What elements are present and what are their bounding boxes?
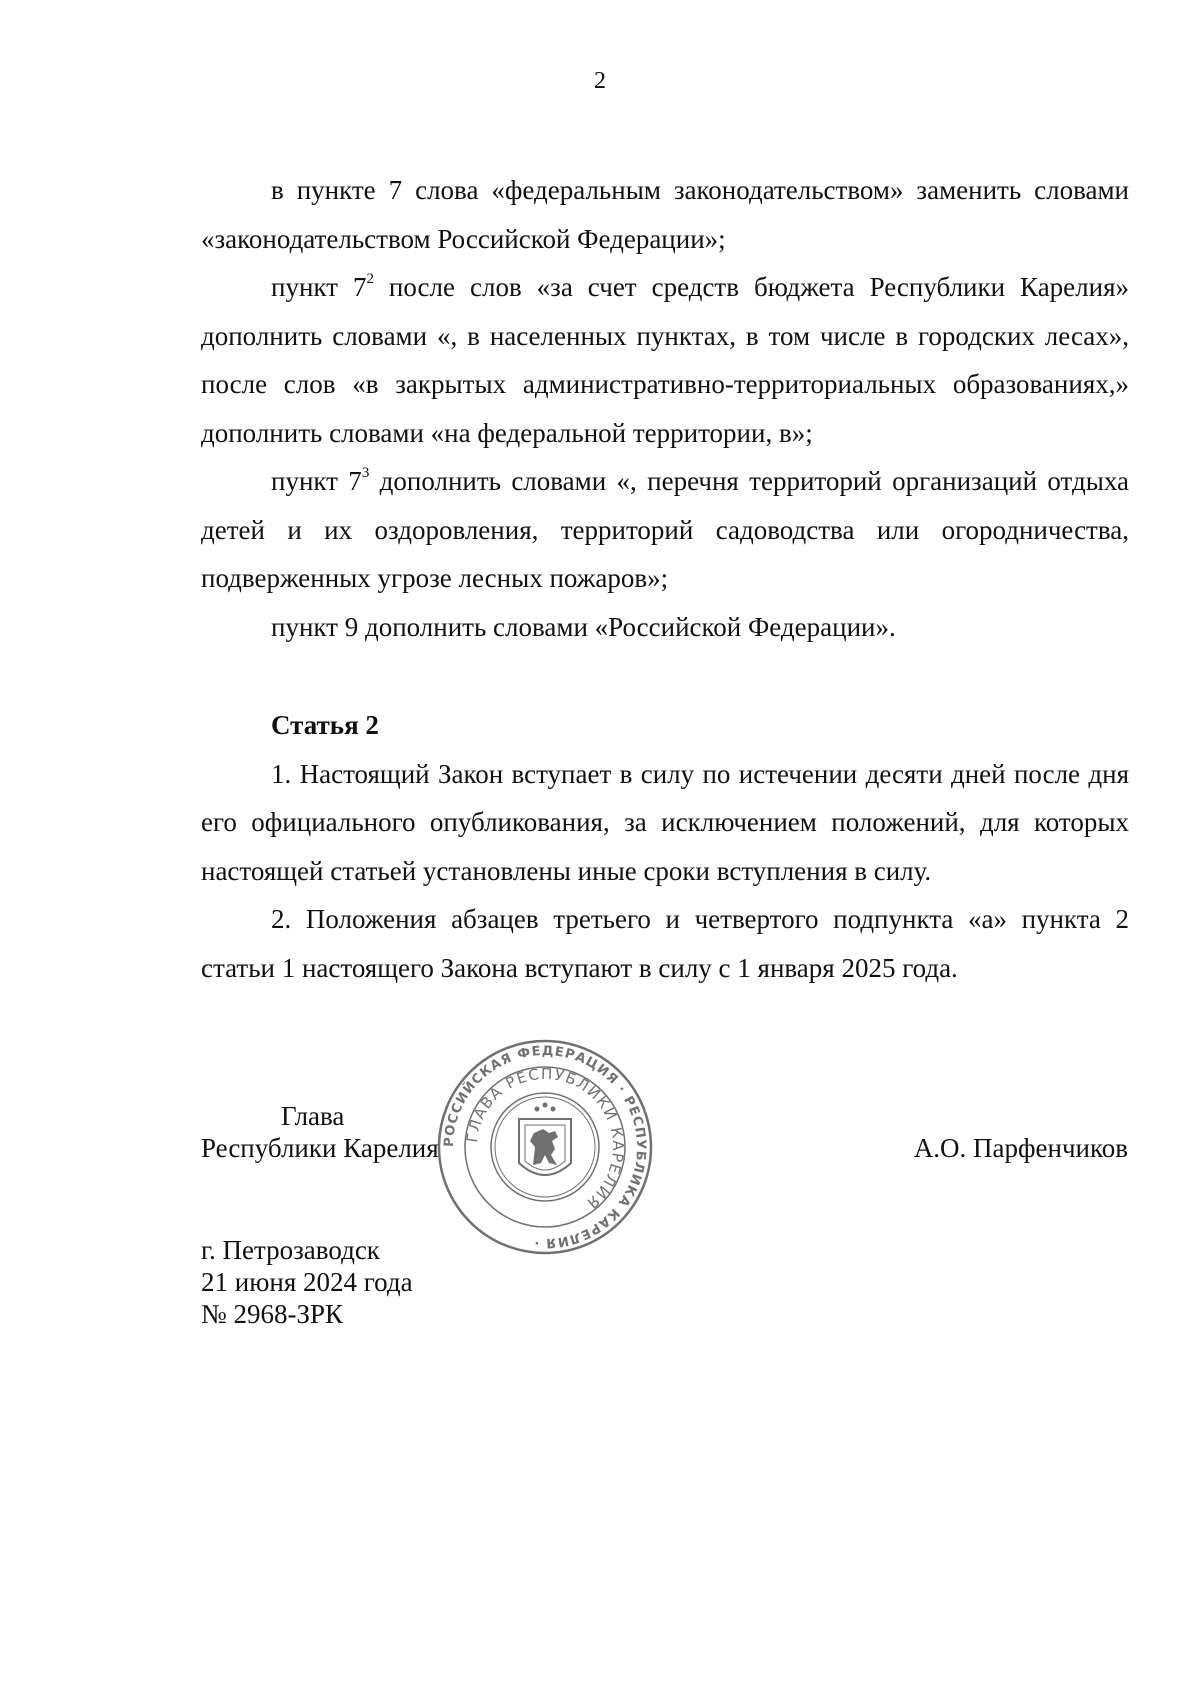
document-meta (201, 1234, 413, 1330)
svg-text:ГЛАВА РЕСПУБЛИКИ КАРЕЛИЯ: ГЛАВА РЕСПУБЛИКИ КАРЕЛИЯ (463, 1064, 628, 1213)
page-number: 2 (594, 68, 606, 94)
amendment-paragraph-1: в пункте 7 слова «федеральным законодательством» заменить словами «законодательством Российской Федерации»; (201, 175, 1129, 254)
signer-name: А.О. Парфенчиков (913, 1133, 1128, 1163)
article-2-section (201, 701, 1129, 992)
article-2-paragraph-2: 2. Положения абзацев третьего и четвертого подпункта «а» пункта 2 статьи 1 настоящего Закона вступают в силу с 1 января 2025 года. (201, 904, 1129, 983)
amendment-3-rest: дополнить словами «, перечня территорий организаций отдыха детей и их оздоровления, территорий садоводства или огородничества, подверженных угрозе лесных пожаров»; (201, 466, 1129, 593)
article-2-paragraph-1: 1. Настоящий Закон вступает в силу по истечении десяти дней после дня его официального опубликования, за исключением положений, для которых настоящей статьей установлены иные сроки вступления в силу. (201, 758, 1129, 886)
signatory-title-line-2: Республики Карелия (201, 1133, 439, 1163)
svg-text:РОССИЙСКАЯ ФЕДЕРАЦИЯ · РЕСПУБЛ: РОССИЙСКАЯ ФЕДЕРАЦИЯ · РЕСПУБЛИКА КАРЕЛИЯ · (441, 1043, 649, 1251)
amendment-2-rest: после слов «за счет средств бюджета Республики Карелия» дополнить словами «, в населенных пунктах, в том числе в городских лесах», после слов «в закрытых административно-территориальных образованиях,» дополнить словами «на федеральной территории, в»; (201, 272, 1129, 448)
amendments-section (201, 166, 1129, 651)
amendment-3-start: пункт 7 (271, 466, 362, 496)
amendment-paragraph-3 (201, 457, 1129, 603)
official-seal-icon (435, 1037, 655, 1257)
amendment-paragraph-2 (201, 263, 1129, 457)
superscript-index: 2 (366, 271, 374, 287)
signatory-title (201, 1100, 439, 1164)
superscript-index: 3 (361, 465, 370, 481)
amendment-paragraph-4: пункт 9 дополнить словами «Российской Федерации». (271, 611, 896, 642)
article-heading: Статья 2 (271, 710, 379, 740)
law-number: № 2968-ЗРК (201, 1299, 344, 1329)
signatory-title-line-1: Глава (281, 1101, 345, 1131)
amendment-2-start: пункт 7 (271, 272, 367, 302)
issue-city: г. Петрозаводск (201, 1235, 380, 1265)
issue-date: 21 июня 2024 года (201, 1267, 413, 1297)
